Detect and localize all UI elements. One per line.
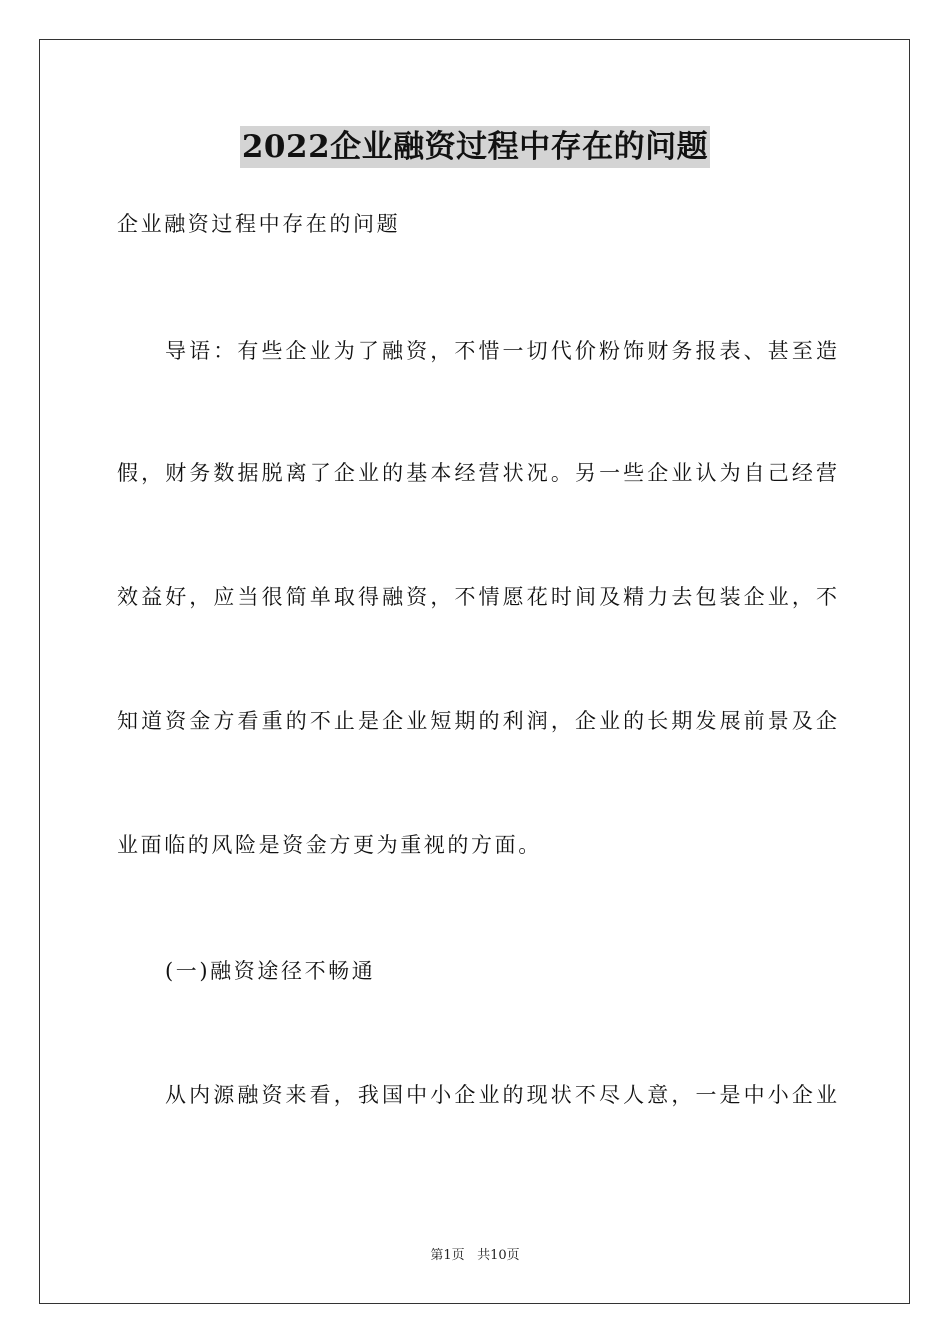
page-total: 共10页 <box>477 1248 520 1263</box>
document-title: 2022企业融资过程中存在的问题 <box>240 126 710 168</box>
title-container <box>0 126 950 168</box>
page-number: 第1页 <box>430 1248 465 1263</box>
paragraph-line: 业面临的风险是资金方更为重视的方面。 <box>117 833 542 857</box>
paragraph-line: 导语：有些企业为了融资，不惜一切代价粉饰财务报表、甚至造 <box>165 339 837 363</box>
section-heading: (一)融资途径不畅通 <box>165 959 376 983</box>
paragraph-line: 从内源融资来看，我国中小企业的现状不尽人意，一是中小企业 <box>165 1083 837 1107</box>
paragraph-line: 知道资金方看重的不止是企业短期的利润，企业的长期发展前景及企 <box>117 709 837 733</box>
document-subtitle: 企业融资过程中存在的问题 <box>117 212 401 236</box>
page-footer <box>0 1247 950 1265</box>
paragraph-line: 效益好，应当很简单取得融资，不情愿花时间及精力去包装企业，不 <box>117 585 837 609</box>
paragraph-line: 假，财务数据脱离了企业的基本经营状况。另一些企业认为自己经营 <box>117 461 837 485</box>
